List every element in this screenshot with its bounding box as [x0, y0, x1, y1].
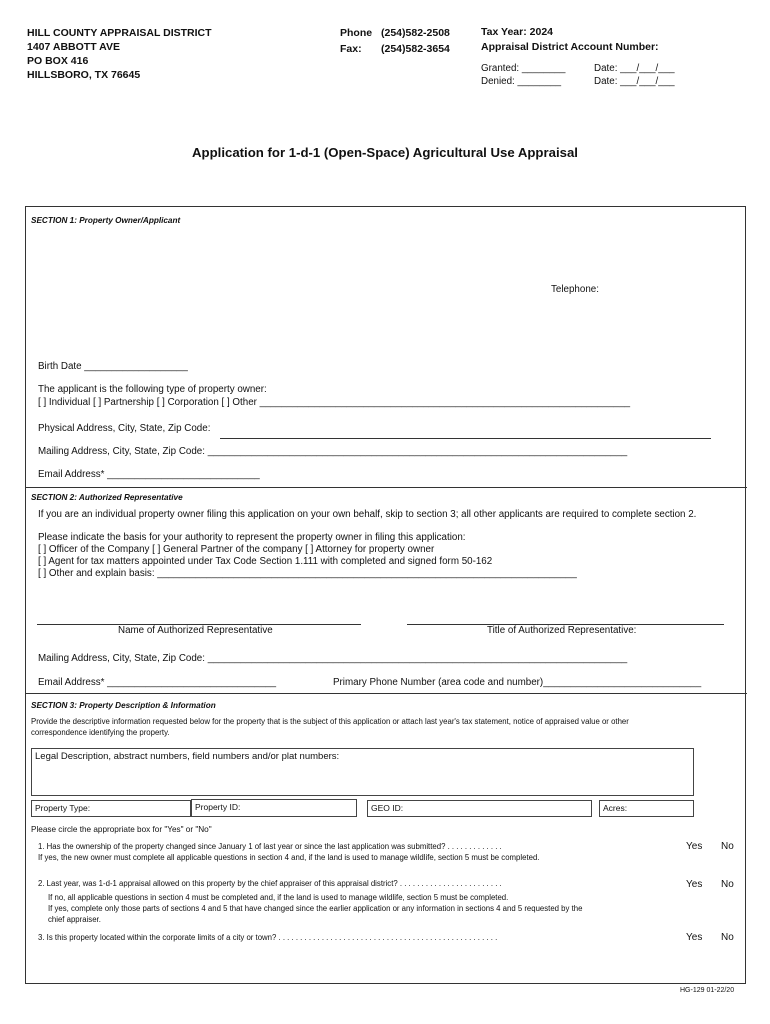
owner-mailing-address-field[interactable]: Mailing Address, City, State, Zip Code: _____________________________________________________________________________: [38, 446, 628, 457]
rep-email-field[interactable]: Email Address* _______________________________: [38, 677, 277, 688]
section2-intro: If you are an individual property owner filing this application on your own behalf, skip to section 3; all other applicants are required to complete section 2.: [38, 509, 697, 520]
section3-intro-line2: correspondence identifying the property.: [31, 728, 170, 737]
section2-heading: SECTION 2: Authorized Representative: [31, 493, 183, 502]
district-street: 1407 ABBOTT AVE: [27, 41, 120, 53]
rep-mailing-address-field[interactable]: Mailing Address, City, State, Zip Code: _____________________________________________________________________________: [38, 653, 628, 664]
owner-type-options[interactable]: [ ] Individual [ ] Partnership [ ] Corporation [ ] Other ____________________________________________________________________: [38, 397, 631, 408]
q2-no-option[interactable]: No: [721, 879, 734, 890]
phone-value: (254)582-2508: [381, 27, 450, 39]
birth-date-field[interactable]: Birth Date ___________________: [38, 361, 188, 372]
tax-year: Tax Year: 2024: [481, 26, 554, 38]
owner-email-field[interactable]: Email Address* ____________________________: [38, 469, 260, 480]
district-po-box: PO BOX 416: [27, 55, 89, 67]
legal-description-field[interactable]: Legal Description, abstract numbers, field numbers and/or plat numbers:: [31, 748, 694, 796]
basis-intro: Please indicate the basis for your authority to represent the property owner in filing this application:: [38, 532, 466, 543]
q1-no-option[interactable]: No: [721, 841, 734, 852]
account-number-label: Appraisal District Account Number:: [481, 41, 659, 53]
question-3: 3. Is this property located within the corporate limits of a city or town? . . . . . . . . . . . . . . . . . . . . . . . . . . . . . . . . . . . . . . . . . . . . . . . . . . .: [38, 933, 498, 942]
q2-yes-option[interactable]: Yes: [686, 879, 703, 890]
question-2: 2. Last year, was 1-d-1 appraisal allowed on this property by the chief appraiser of this appraisal district? . . . . . . . . . . . . . . . . . . . . . . . .: [38, 879, 502, 888]
denied-field: Denied: ________: [481, 76, 562, 87]
granted-date: Date: ___/___/___: [594, 63, 675, 74]
rep-name-label: Name of Authorized Representative: [118, 625, 273, 636]
question-1-note: If yes, the new owner must complete all applicable questions in section 4 and, if the land is used to manage wildlife, section 5 must be completed.: [38, 853, 540, 862]
fax-label: Fax:: [340, 43, 362, 55]
property-type-field[interactable]: Property Type:: [31, 800, 191, 817]
question-1: 1. Has the ownership of the property changed since January 1 of last year or since the last application was submitted? . . . . . . . . . . . . .: [38, 842, 502, 851]
section3-heading: SECTION 3: Property Description & Information: [31, 701, 216, 710]
district-name: HILL COUNTY APPRAISAL DISTRICT: [27, 27, 212, 39]
basis-options-2[interactable]: [ ] Agent for tax matters appointed under Tax Code Section 1.111 with completed and signed form 50-162: [38, 556, 493, 567]
acres-field[interactable]: Acres:: [599, 800, 694, 817]
circle-instruction: Please circle the appropriate box for "Yes" or "No": [31, 825, 212, 834]
question-2-note-no: If no, all applicable questions in section 4 must be completed and, if the land is used to manage wildlife, section 5 must be completed.: [48, 893, 509, 902]
form-title: Application for 1-d-1 (Open-Space) Agricultural Use Appraisal: [192, 145, 578, 160]
form-frame: [25, 206, 746, 984]
question-2-note-yes: If yes, complete only those parts of sections 4 and 5 that have changed since the earlier application or any information in sections 4 and 5 requested by the: [48, 904, 583, 913]
fax-value: (254)582-3654: [381, 43, 450, 55]
physical-address-label: Physical Address, City, State, Zip Code:: [38, 423, 211, 434]
section1-divider: [25, 487, 747, 488]
district-city: HILLSBORO, TX 76645: [27, 69, 141, 81]
q1-yes-option[interactable]: Yes: [686, 841, 703, 852]
phone-label: Phone: [340, 27, 373, 39]
basis-options-3[interactable]: [ ] Other and explain basis: _____________________________________________________________________________: [38, 568, 577, 579]
granted-field: Granted: ________: [481, 63, 566, 74]
question-2-note-yes-cont: chief appraiser.: [48, 915, 101, 924]
section1-heading: SECTION 1: Property Owner/Applicant: [31, 216, 181, 225]
section3-intro-line1: Provide the descriptive information requested below for the property that is the subject of this application or attach last year's tax statement, notice of appraised value or other: [31, 717, 629, 726]
rep-title-label: Title of Authorized Representative:: [487, 625, 637, 636]
geo-id-field[interactable]: GEO ID:: [367, 800, 592, 817]
section2-divider: [25, 693, 747, 694]
property-id-field[interactable]: Property ID:: [191, 799, 357, 817]
basis-options-1[interactable]: [ ] Officer of the Company [ ] General Partner of the company [ ] Attorney for property owner: [38, 544, 435, 555]
form-id: HG-129 01-22/20: [680, 987, 735, 994]
telephone-label: Telephone:: [551, 284, 599, 295]
denied-date: Date: ___/___/___: [594, 76, 675, 87]
rep-primary-phone-field[interactable]: Primary Phone Number (area code and number)_____________________________: [333, 677, 702, 688]
q3-yes-option[interactable]: Yes: [686, 932, 703, 943]
owner-type-intro: The applicant is the following type of property owner:: [38, 384, 267, 395]
q3-no-option[interactable]: No: [721, 932, 734, 943]
physical-address-line[interactable]: [220, 438, 711, 439]
